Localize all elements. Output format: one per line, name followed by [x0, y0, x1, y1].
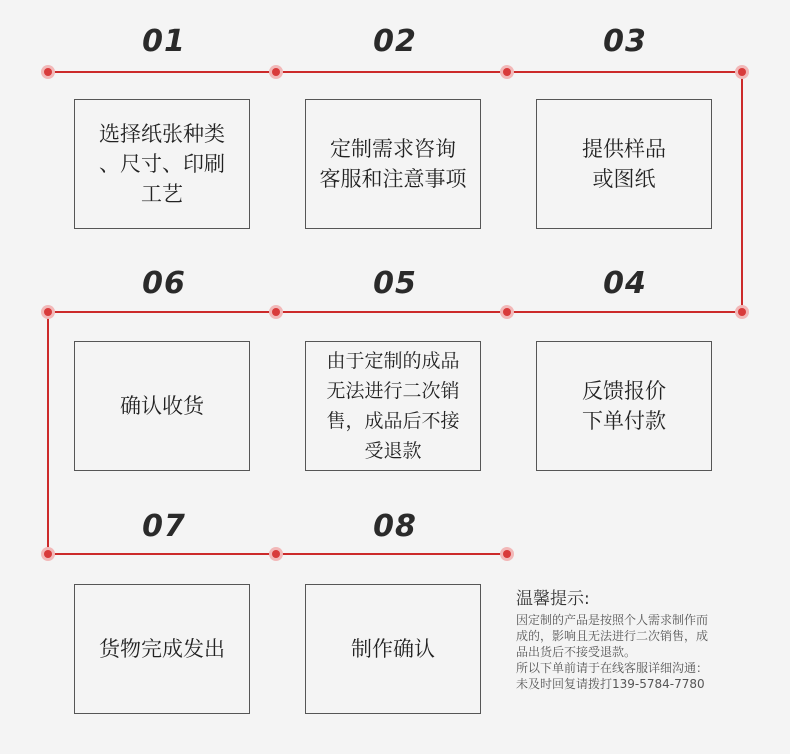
step-box-02: 定制需求咨询 客服和注意事项 [305, 99, 481, 229]
connector-dot [500, 65, 514, 79]
tip-title: 温馨提示: [516, 589, 590, 609]
step-box-06: 确认收货 [74, 341, 250, 471]
step-box-07: 货物完成发出 [74, 584, 250, 714]
connector-dot [269, 305, 283, 319]
step-number-02: 02 [373, 24, 417, 59]
connector-dot [269, 65, 283, 79]
step-box-08: 制作确认 [305, 584, 481, 714]
step-number-01: 01 [142, 24, 186, 59]
step-number-07: 07 [142, 509, 186, 544]
step-number-08: 08 [373, 509, 417, 544]
step-number-05: 05 [373, 266, 417, 301]
connector-dot [269, 547, 283, 561]
step-box-01: 选择纸张种类 、尺寸、印刷 工艺 [74, 99, 250, 229]
step-number-04: 04 [603, 266, 647, 301]
connector-dot [41, 305, 55, 319]
step-box-05: 由于定制的成品 无法进行二次销 售，成品后不接 受退款 [305, 341, 481, 471]
connector-dot [500, 305, 514, 319]
connector-dot [500, 547, 514, 561]
connector-dot [41, 547, 55, 561]
step-number-03: 03 [603, 24, 647, 59]
connector-dot [735, 65, 749, 79]
step-number-06: 06 [142, 266, 186, 301]
step-box-03: 提供样品 或图纸 [536, 99, 712, 229]
step-box-04: 反馈报价 下单付款 [536, 341, 712, 471]
tip-body: 因定制的产品是按照个人需求制作而 成的，影响且无法进行二次销售，成 品出货后不接受退款。 所以下单前请于在线客服详细沟通： 未及时回复请拨打139-5784-7780 [516, 613, 709, 691]
connector-dot [41, 65, 55, 79]
connector-dot [735, 305, 749, 319]
